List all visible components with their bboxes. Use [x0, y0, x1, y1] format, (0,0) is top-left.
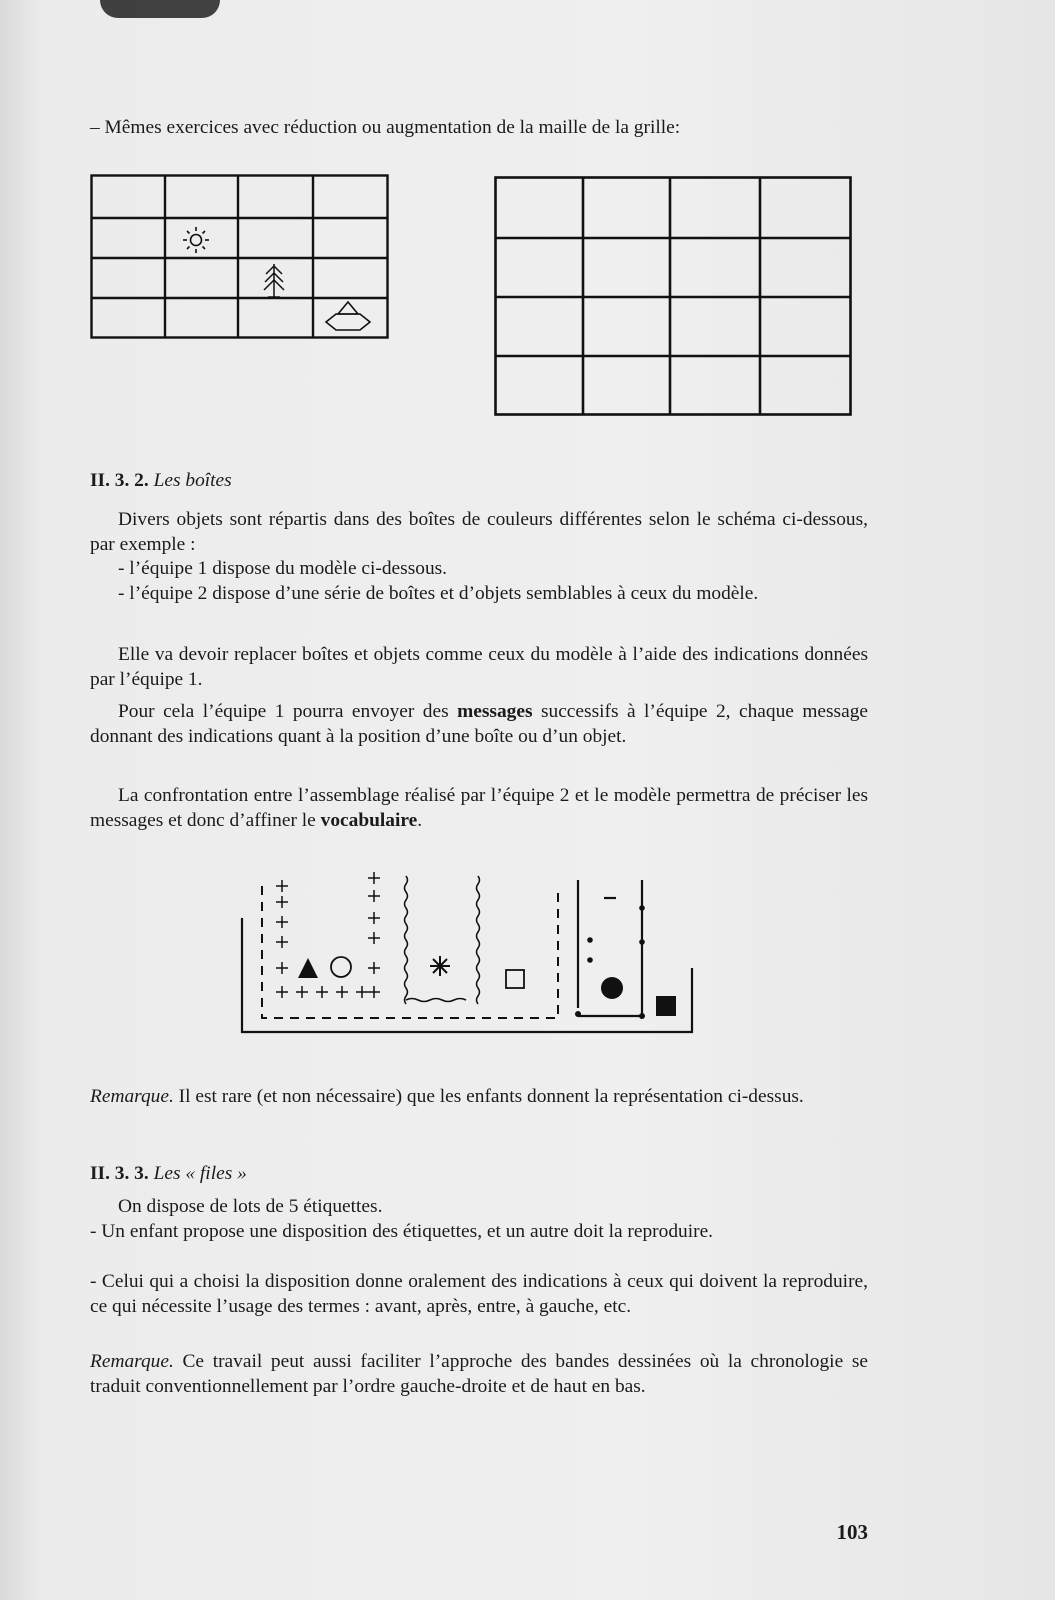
- remarque-2-label: Remarque.: [90, 1351, 174, 1372]
- boites-paragraph-4: La confrontation entre l’assemblage réalisé par l’équipe 2 et le modèle permettra de préciser les messages et donc d’affiner le vocabulaire.: [90, 785, 868, 831]
- grid-right: [494, 176, 854, 418]
- filled-circle-icon: [601, 977, 623, 999]
- boites-paragraph-2: Elle va devoir replacer boîtes et objets comme ceux du modèle à l’aide des indications données par l’équipe 1.: [90, 644, 868, 690]
- open-square-icon: [506, 970, 524, 988]
- files-paragraph-1: On dispose de lots de 5 étiquettes.: [118, 1196, 383, 1217]
- boat-icon: [326, 302, 370, 330]
- files-item-2: - Celui qui a choisi la disposition donne oralement des indications à ceux qui doivent la reproduire, ce qui nécessite l’usage des termes : avant, après, entre, à gauche, etc.: [90, 1271, 868, 1317]
- messages-term: messages: [457, 701, 533, 722]
- circle-icon: [331, 957, 351, 977]
- page-shadow: [100, 0, 220, 18]
- remarque-1-label: Remarque.: [90, 1086, 174, 1107]
- boites-paragraph-3: Pour cela l’équipe 1 pourra envoyer des messages successifs à l’équipe 2, chaque message donnant des indications quant à la position d’une boîte ou d’un objet.: [90, 701, 869, 747]
- vocabulaire-term: vocabulaire: [320, 809, 418, 831]
- boites-item-2: - l’équipe 2 dispose d’une série de boîtes et d’objets semblables à ceux du modèle.: [118, 583, 759, 604]
- intro-line: – Mêmes exercices avec réduction ou augmentation de la maille de la grille:: [90, 117, 681, 138]
- sun-icon: [183, 227, 209, 253]
- asterisk-icon: [430, 956, 450, 976]
- wavy-box: [405, 876, 480, 1004]
- triangle-icon: [298, 958, 318, 978]
- section-heading-boites: II. 3. 2. Les boîtes: [90, 470, 232, 491]
- boxes-diagram: [240, 868, 700, 1036]
- section-heading-files: II. 3. 3. Les « files »: [90, 1163, 247, 1184]
- cross-box: [276, 872, 380, 998]
- page-number: 103: [836, 1520, 868, 1544]
- boites-item-1: - l’équipe 1 dispose du modèle ci-dessous.: [118, 558, 448, 579]
- grid-left: [90, 174, 390, 340]
- tree-icon: [264, 264, 284, 298]
- files-item-1: - Un enfant propose une disposition des étiquettes, et un autre doit la reproduire.: [90, 1221, 714, 1242]
- remarque-2: Remarque. Ce travail peut aussi faciliter l’approche des bandes dessinées où la chronologie se traduit conventionnellement par l’ordre gauche-droite et de haut en bas.: [90, 1351, 868, 1397]
- boites-paragraph-1: Divers objets sont répartis dans des boîtes de couleurs différentes selon le schéma ci-dessous, par exemple :: [90, 509, 868, 555]
- filled-square-icon: [656, 996, 676, 1016]
- remarque-1: Remarque. Il est rare (et non nécessaire) que les enfants donnent la représentation ci-dessus.: [90, 1086, 804, 1107]
